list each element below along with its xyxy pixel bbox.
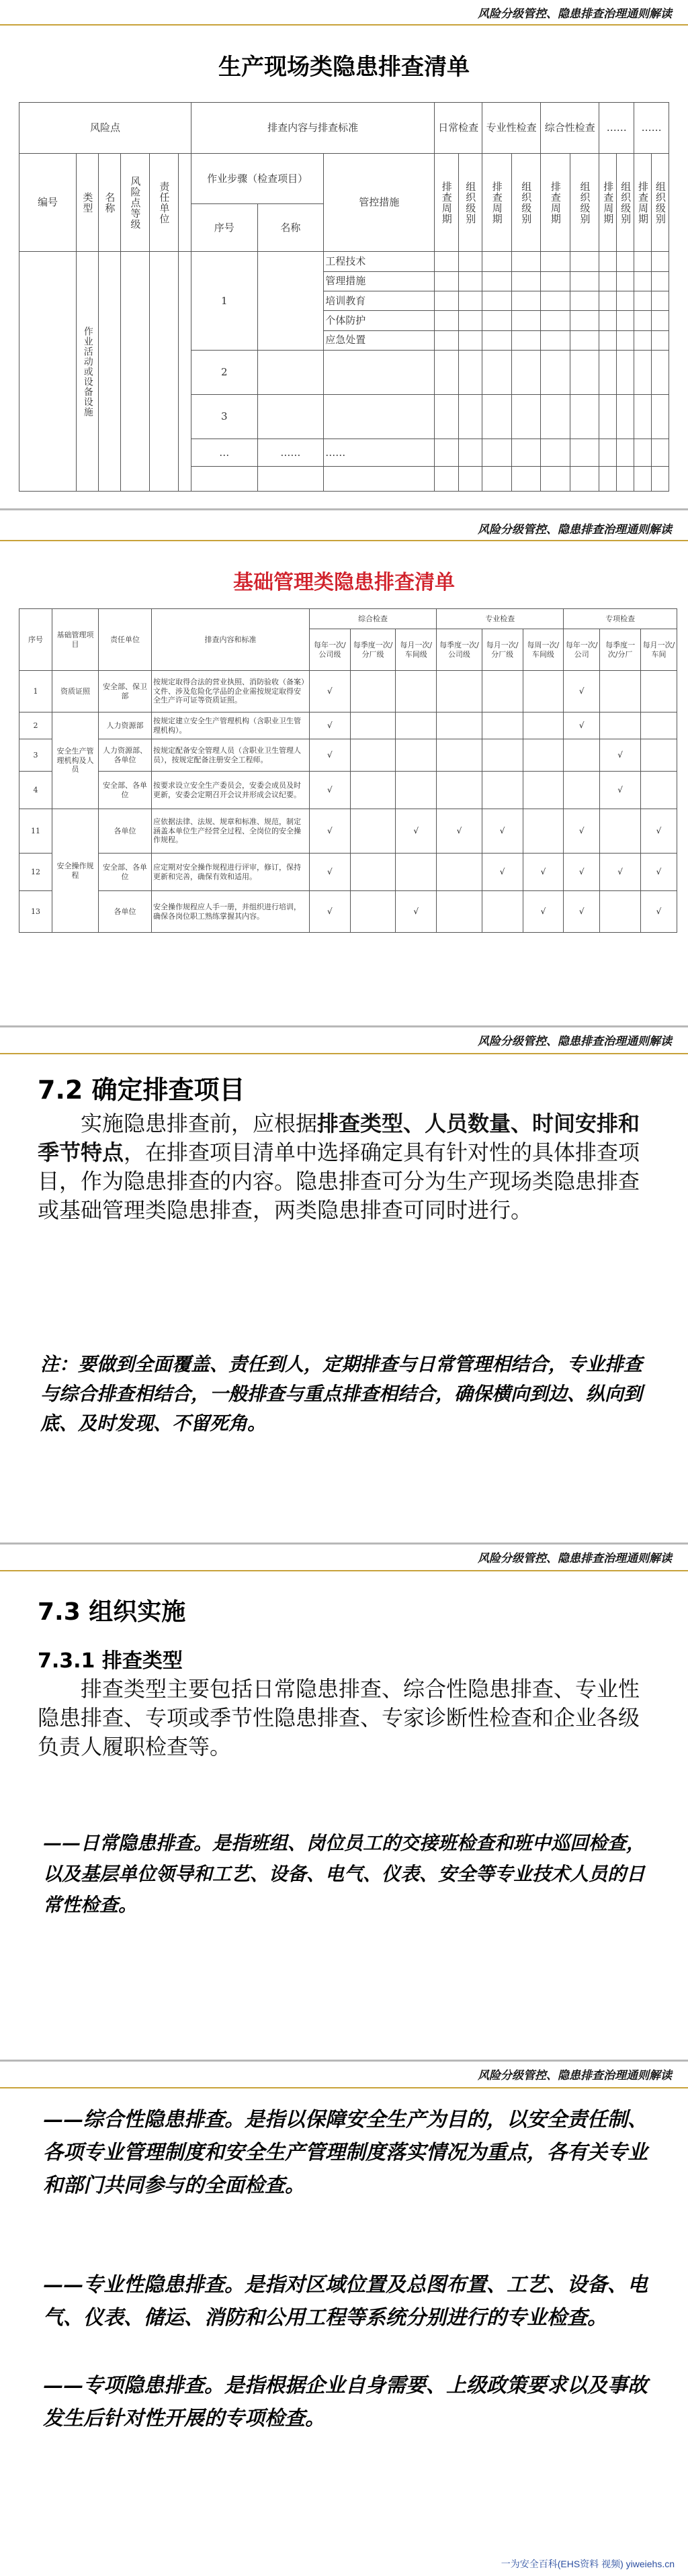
table-row: 1 资质证照 安全部、保卫部 按规定取得合法的营业执照、消防验收（备案）文件、涉及危险化学品的企业需按规定取得安全生产许可证等资质证照。 √ √ xyxy=(19,671,677,712)
empty-cell xyxy=(640,712,677,739)
measure-item: 工程技术 xyxy=(324,252,435,271)
sub-header: 每季度一次/分厂 xyxy=(600,629,641,671)
col-daily: 日常检查 xyxy=(435,103,482,154)
row-seq: 2 xyxy=(191,350,258,394)
check-mark: √ xyxy=(523,891,564,933)
col-cycle: 排查周期 xyxy=(549,181,562,224)
empty-cell xyxy=(350,854,396,891)
subsection-heading: 7.3.1 排查类型 xyxy=(38,1649,183,1673)
check-mark: √ xyxy=(564,854,600,891)
check-mark: √ xyxy=(564,809,600,854)
sub-header: 每年一次/公司 xyxy=(564,629,600,671)
empty-cell xyxy=(564,739,600,772)
empty-cell xyxy=(437,891,482,933)
check-mark: √ xyxy=(310,809,351,854)
col-no: 编号 xyxy=(19,153,77,252)
sub-header: 每月一次/车间 xyxy=(640,629,677,671)
note-text: ——日常隐患排查。是指班组、岗位员工的交接班检查和班中巡回检查，以及基层单位领导和工艺、设备、电气、仪表、安全等专业技术人员的日常性检查。 xyxy=(43,1832,646,1916)
empty-cell xyxy=(437,739,482,772)
col-comprehensive: 综合检查 xyxy=(310,609,437,629)
empty-cell xyxy=(350,809,396,854)
check-mark: √ xyxy=(310,712,351,739)
empty-cell xyxy=(350,671,396,712)
table-row: 4 安全部、各单位 按要求设立安全生产委员会，安委会成员及时更新，安委会定期召开会议并形成会议纪要。 √ √ xyxy=(19,772,677,809)
check-mark: √ xyxy=(640,809,677,854)
empty-cell xyxy=(350,739,396,772)
check-mark: √ xyxy=(482,854,523,891)
empty-cell xyxy=(482,772,523,809)
empty-cell xyxy=(523,772,564,809)
table-title: 基础管理类隐患排查清单 xyxy=(233,571,455,594)
check-mark: √ xyxy=(310,772,351,809)
table-title: 生产现场类隐患排查清单 xyxy=(218,54,470,81)
sub-header: 每月一次/分厂级 xyxy=(482,629,523,671)
empty-cell xyxy=(437,671,482,712)
list-item: ——专业性隐患排查。是指对区域位置及总图布置、工艺、设备、电气、仪表、储运、消防和公用工程等系统分别进行的专业检查。 xyxy=(43,2273,648,2330)
row-seq: 3 xyxy=(191,394,258,439)
col-cycle: 排查周期 xyxy=(636,181,649,224)
empty-cell xyxy=(350,772,396,809)
check-mark: √ xyxy=(564,891,600,933)
table-row: 2 安全生产管理机构及人员 人力资源部 按规定建立安全生产管理机构（含职业卫生管理机构）。 √ √ xyxy=(19,712,677,739)
empty-cell xyxy=(396,712,437,739)
section-paragraph: 排查类型主要包括日常隐患排查、综合性隐患排查、专业性隐患排查、专项或季节性隐患排查、专家诊断性检查和企业各级负责人履职检查等。 xyxy=(38,1676,640,1759)
check-mark: √ xyxy=(482,809,523,854)
empty-cell xyxy=(523,712,564,739)
group-label: 安全生产管理机构及人员 xyxy=(52,712,99,809)
col-stepname: 名称 xyxy=(257,204,324,252)
empty-cell xyxy=(350,712,396,739)
table-row: 13 各单位 安全操作规程应人手一册，并组织进行培训，确保各岗位职工熟练掌握其内容。 √ √ √ √ √ xyxy=(19,891,677,933)
col-project: 基础管理项目 xyxy=(52,609,99,671)
col-comprehensive: 综合性检查 xyxy=(541,103,599,154)
check-mark: √ xyxy=(396,891,437,933)
section-heading: 7.3 组织实施 xyxy=(38,1598,186,1626)
check-mark: √ xyxy=(564,712,600,739)
empty-cell xyxy=(600,671,641,712)
type-value: 作业活动或设备设施 xyxy=(82,326,93,417)
check-mark: √ xyxy=(564,671,600,712)
check-mark: √ xyxy=(600,854,641,891)
col-standard: 排查内容与排查标准 xyxy=(191,103,435,154)
col-org: 组织级别 xyxy=(619,181,632,224)
header-rule xyxy=(0,24,688,26)
slide-header: 风险分级管控、隐患排查治理通则解读 xyxy=(478,523,672,537)
slide-7-3-cont xyxy=(0,2062,688,2576)
slide-7-3 xyxy=(0,1545,688,2062)
table-row: 3 人力资源部、各单位 按规定配备安全管理人员（含职业卫生管理人员），按规定配备注册安全工程师。 √ √ xyxy=(19,739,677,772)
empty-cell xyxy=(482,712,523,739)
col-measures: 管控措施 xyxy=(324,153,435,252)
check-mark: √ xyxy=(523,854,564,891)
empty-cell xyxy=(523,671,564,712)
col-org: 组织级别 xyxy=(654,181,666,224)
row-seq: 1 xyxy=(191,252,258,351)
check-mark: √ xyxy=(310,891,351,933)
col-level: 风险点等级 xyxy=(129,175,142,230)
check-mark: √ xyxy=(640,854,677,891)
col-standard: 排查内容和标准 xyxy=(152,609,310,671)
empty-cell xyxy=(640,671,677,712)
row-dots: …… xyxy=(257,439,324,467)
slide-header: 风险分级管控、隐患排查治理通则解读 xyxy=(478,7,672,21)
measure-item: 管理措施 xyxy=(324,271,435,291)
list-item: ——综合性隐患排查。是指以保障安全生产为目的，以安全责任制、各项专业管理制度和安全生产管理制度落实情况为重点，各有关专业和部门共同参与的全面检查。 xyxy=(43,2108,648,2197)
slide-management-checklist xyxy=(0,510,688,1027)
col-cycle: 排查周期 xyxy=(602,181,615,224)
sub-header: 每月一次/车间级 xyxy=(396,629,437,671)
sub-header: 每季度一次/公司级 xyxy=(437,629,482,671)
empty-cell xyxy=(396,772,437,809)
slide-7-2 xyxy=(0,1027,688,1545)
col-cycle: 排查周期 xyxy=(490,181,503,224)
header-rule xyxy=(0,1053,688,1054)
col-type: 类型 xyxy=(81,191,94,214)
group-label: 安全操作规程 xyxy=(52,809,99,933)
col-risk-point: 风险点 xyxy=(19,103,191,154)
col-name: 名称 xyxy=(103,191,116,214)
empty-cell xyxy=(396,739,437,772)
empty-cell xyxy=(600,712,641,739)
management-checklist-table xyxy=(19,608,677,933)
slide-site-checklist xyxy=(0,0,688,510)
empty-cell xyxy=(396,671,437,712)
table-row: 12 安全部、各单位 应定期对安全操作规程进行评审，修订，保持更新和完善，确保有效和适用。 √ √ √ √ √ √ xyxy=(19,854,677,891)
slide-header: 风险分级管控、隐患排查治理通则解读 xyxy=(478,1552,672,1565)
measure-item: 应急处置 xyxy=(324,330,435,350)
check-mark: √ xyxy=(600,739,641,772)
col-org: 组织级别 xyxy=(578,181,591,224)
empty-cell xyxy=(640,739,677,772)
empty-cell xyxy=(600,809,641,854)
empty-cell xyxy=(523,809,564,854)
empty-cell xyxy=(564,772,600,809)
slide-header: 风险分级管控、隐患排查治理通则解读 xyxy=(478,2069,672,2082)
col-steps: 作业步骤（检查项目） xyxy=(191,153,324,204)
col-professional: 专业检查 xyxy=(437,609,564,629)
check-mark: √ xyxy=(310,739,351,772)
footer-link[interactable]: 一为安全百科(EHS资料 视频) yiweiehs.cn xyxy=(501,2559,675,2569)
col-unit: 责任单位 xyxy=(99,609,152,671)
col-seq: 序号 xyxy=(19,609,52,671)
col-cycle: 排查周期 xyxy=(440,181,453,224)
check-mark: √ xyxy=(640,891,677,933)
row-seq: … xyxy=(191,439,258,467)
empty-cell xyxy=(482,671,523,712)
check-mark: √ xyxy=(600,772,641,809)
empty-cell xyxy=(523,739,564,772)
col-org: 组织级别 xyxy=(464,181,477,224)
check-mark: √ xyxy=(310,854,351,891)
col-unit: 责任单位 xyxy=(158,181,171,224)
slide-header: 风险分级管控、隐患排查治理通则解读 xyxy=(478,1035,672,1048)
sub-header: 每年一次/公司级 xyxy=(310,629,351,671)
col-org: 组织级别 xyxy=(520,181,533,224)
col-special: 专项检查 xyxy=(564,609,677,629)
empty-cell xyxy=(600,891,641,933)
empty-cell xyxy=(437,712,482,739)
check-mark: √ xyxy=(437,809,482,854)
header-rule xyxy=(0,2087,688,2088)
empty-cell xyxy=(482,891,523,933)
list-item: ——专项隐患排查。是指根据企业自身需要、上级政策要求以及事故发生后针对性开展的专项检查。 xyxy=(43,2374,648,2430)
site-checklist-table xyxy=(19,102,669,492)
sub-header: 每周一次/车间级 xyxy=(523,629,564,671)
check-mark: √ xyxy=(396,809,437,854)
empty-cell xyxy=(396,854,437,891)
empty-cell xyxy=(437,854,482,891)
col-dots-2: …… xyxy=(634,103,669,154)
empty-cell xyxy=(437,772,482,809)
col-professional: 专业性检查 xyxy=(482,103,541,154)
header-rule xyxy=(0,540,688,541)
header-rule xyxy=(0,1570,688,1571)
measure-item: 个体防护 xyxy=(324,311,435,330)
col-seq: 序号 xyxy=(191,204,258,252)
sub-header: 每季度一次/分厂级 xyxy=(350,629,396,671)
note-text: 注：要做到全面覆盖、责任到人，定期排查与日常管理相结合，专业排查与综合排查相结合，一般排查与重点排查相结合，确保横向到边、纵向到底、及时发现、不留死角。 xyxy=(40,1353,643,1434)
check-mark: √ xyxy=(310,671,351,712)
section-heading: 7.2 确定排查项目 xyxy=(38,1075,245,1105)
measure-item: 培训教育 xyxy=(324,291,435,310)
table-row: 11 安全操作规程 各单位 应依据法律、法规、规章和标准、规范，制定涵盖本单位生产经营全过程、全岗位的安全操作规程。 √ √ √ √ √ √ xyxy=(19,809,677,854)
empty-cell xyxy=(640,772,677,809)
row-dots: …… xyxy=(324,439,435,467)
empty-cell xyxy=(350,891,396,933)
col-dots-1: …… xyxy=(599,103,634,154)
empty-cell xyxy=(482,739,523,772)
section-paragraph: 实施隐患排查前，应根据排查类型、人员数量、时间安排和季节特点，在排查项目清单中选择确定具有针对性的具体排查项目，作为隐患排查的内容。隐患排查可分为生产现场类隐患排查或基础管理类隐患排查，两类隐患排查可同时进行。 xyxy=(38,1111,640,1223)
